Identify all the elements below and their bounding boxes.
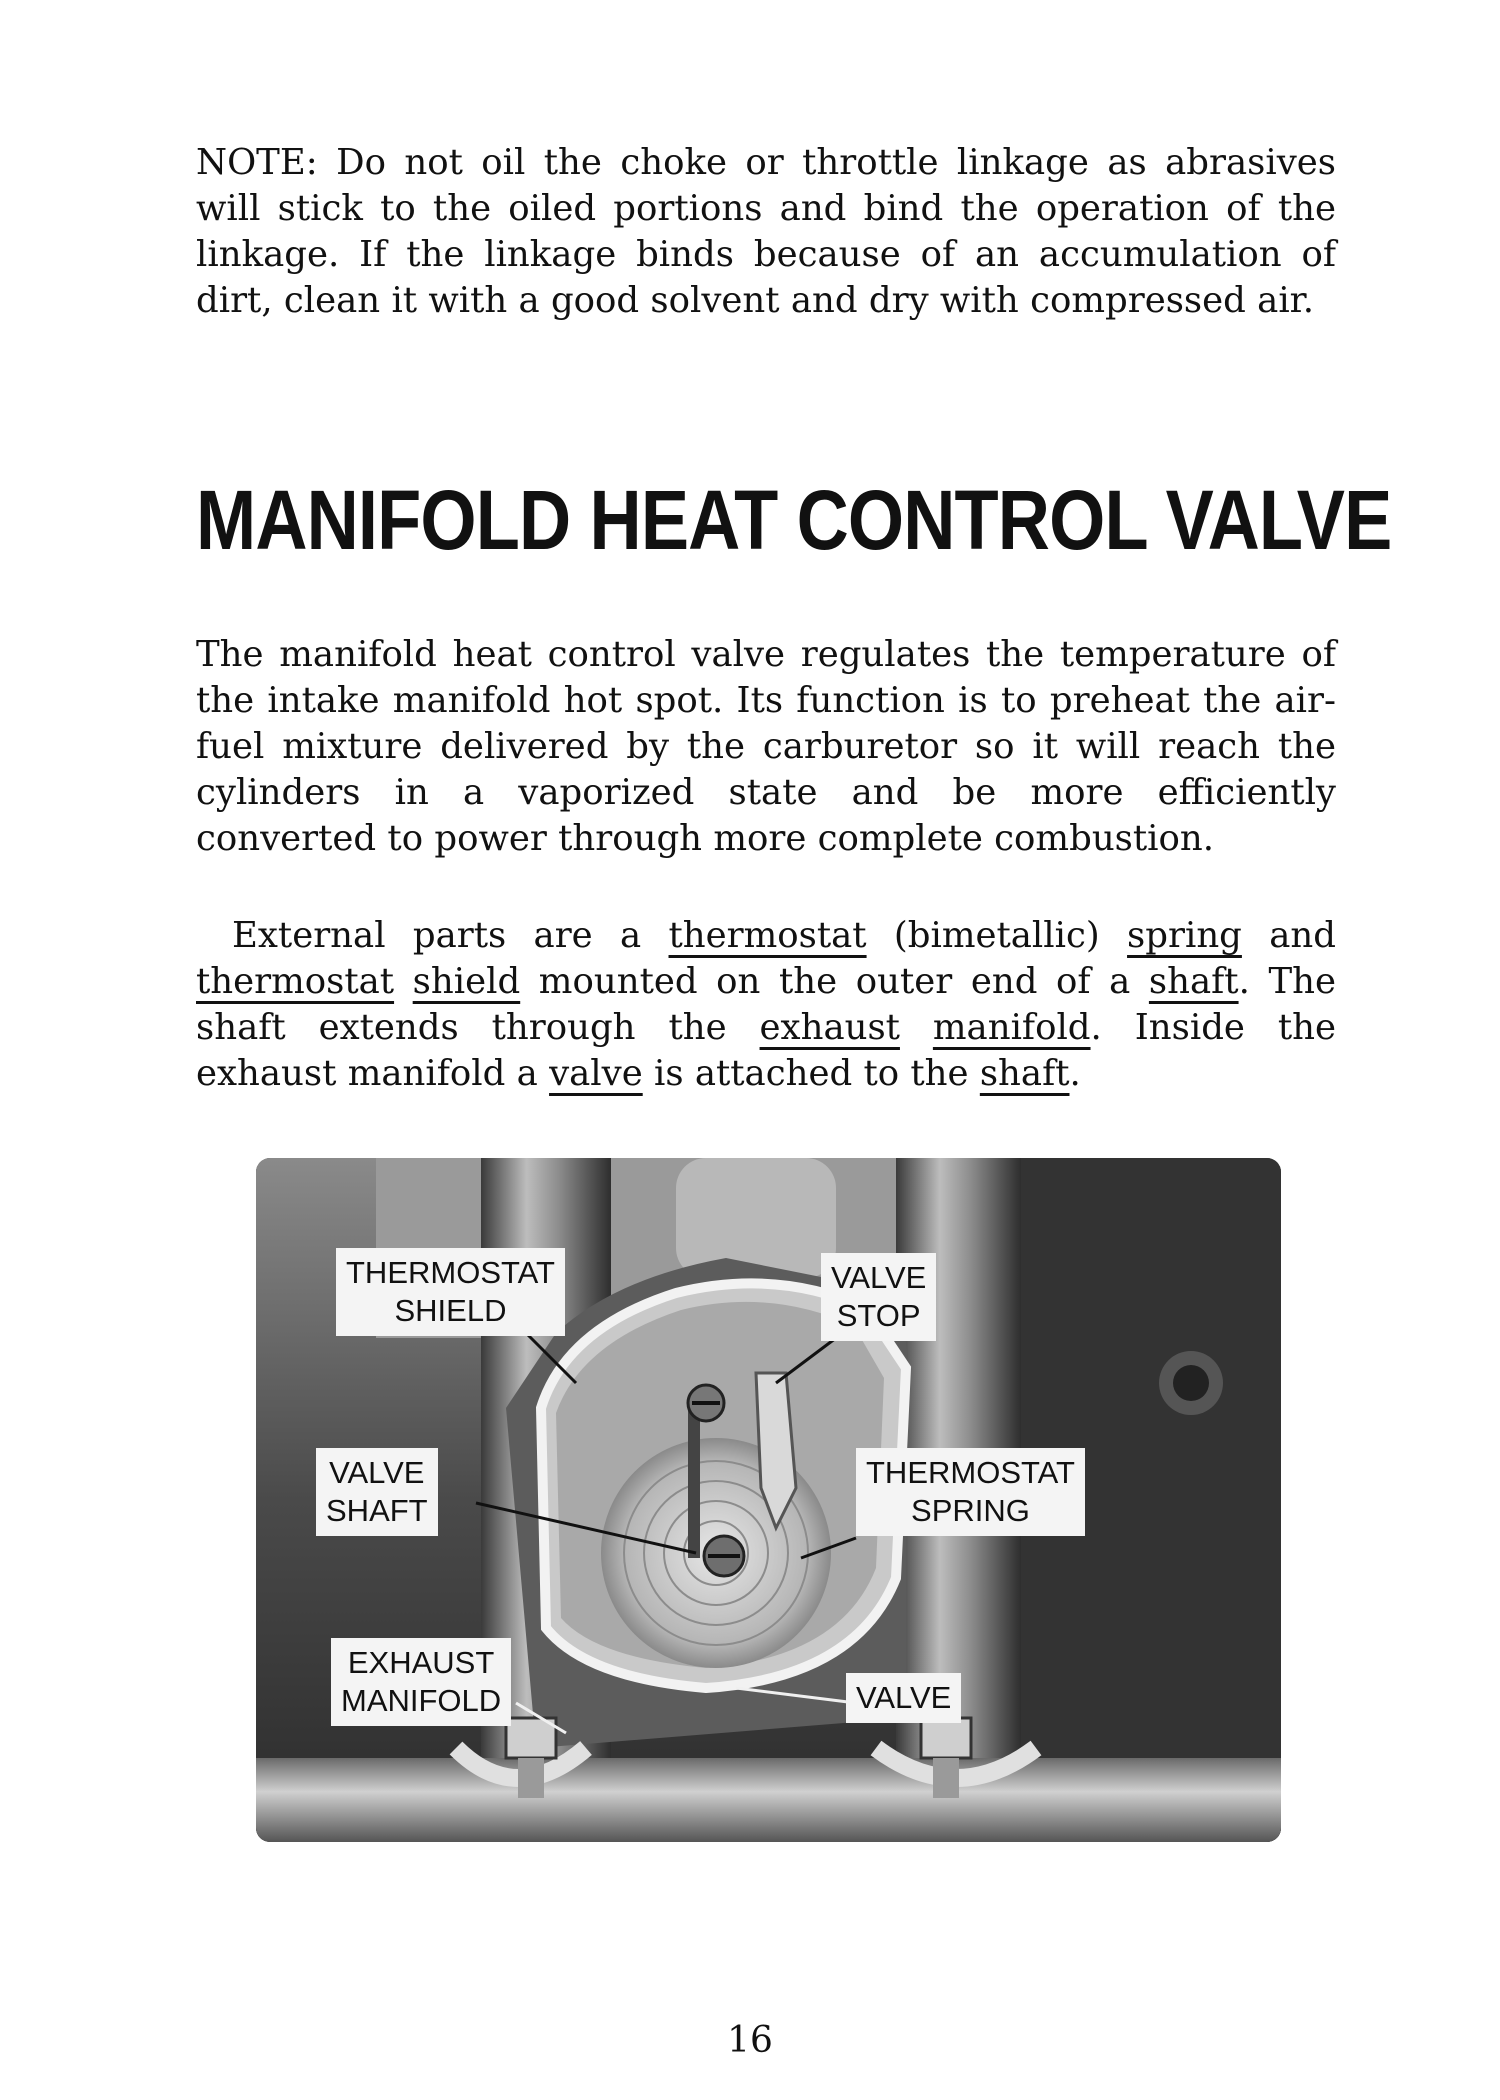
p2-text-4 — [394, 961, 413, 1002]
term-shield: shield — [412, 961, 521, 1002]
p2-text-1: External parts are a — [232, 915, 669, 956]
section-heading: MANIFOLD HEAT CONTROL VALVE — [196, 473, 1392, 567]
note-paragraph: NOTE: Do not oil the choke or throttle linkage as abrasives will stick to the oiled portions and bind the operation of the linkage. If the linkage binds because of an accumulation of dirt, clean it with a good solvent and dry with compressed air. — [196, 142, 1336, 321]
p2-text-9: is attached to the — [642, 1053, 980, 1094]
term-shaft: shaft — [1148, 961, 1239, 1002]
label-valve-shaft: VALVE SHAFT — [316, 1448, 438, 1536]
label-valve-stop: VALVE STOP — [821, 1253, 936, 1341]
external-parts-paragraph — [196, 913, 1336, 1097]
term-valve: valve — [549, 1053, 643, 1094]
term-exhaust: exhaust — [759, 1007, 900, 1048]
p2-text-8: . Inside the exhaust manifold a — [196, 1007, 1337, 1094]
label-valve: VALVE — [846, 1673, 961, 1723]
p2-text-10: . — [1069, 1053, 1081, 1094]
p2-text-2: (bimetallic) — [866, 915, 1128, 956]
p2-text-7 — [900, 1007, 933, 1048]
p2-text-6: . The shaft extends through the — [196, 961, 1336, 1048]
label-thermostat-shield: THERMOSTAT SHIELD — [336, 1248, 565, 1336]
manifold-valve-photo — [256, 1158, 1281, 1842]
term-thermostat: thermostat — [668, 915, 867, 956]
term-spring: spring — [1127, 915, 1242, 956]
intro-paragraph: The manifold heat control valve regulates the temperature of the intake manifold hot spot. Its function is to preheat the air-fuel mixture delivered by the carburetor so it will reach the cylinders in a vaporized state and be more efficiently converted to power through more complete combustion. — [196, 634, 1336, 859]
label-exhaust-manifold: EXHAUST MANIFOLD — [331, 1638, 511, 1726]
term-shaft-2: shaft — [979, 1053, 1070, 1094]
p2-text-5: mounted on the outer end of a — [520, 961, 1149, 1002]
term-thermostat-2: thermostat — [196, 961, 395, 1002]
term-manifold: manifold — [932, 1007, 1091, 1048]
label-thermostat-spring: THERMOSTAT SPRING — [856, 1448, 1085, 1536]
page-number: 16 — [727, 2020, 773, 2061]
p2-text-3: and — [1241, 915, 1336, 956]
